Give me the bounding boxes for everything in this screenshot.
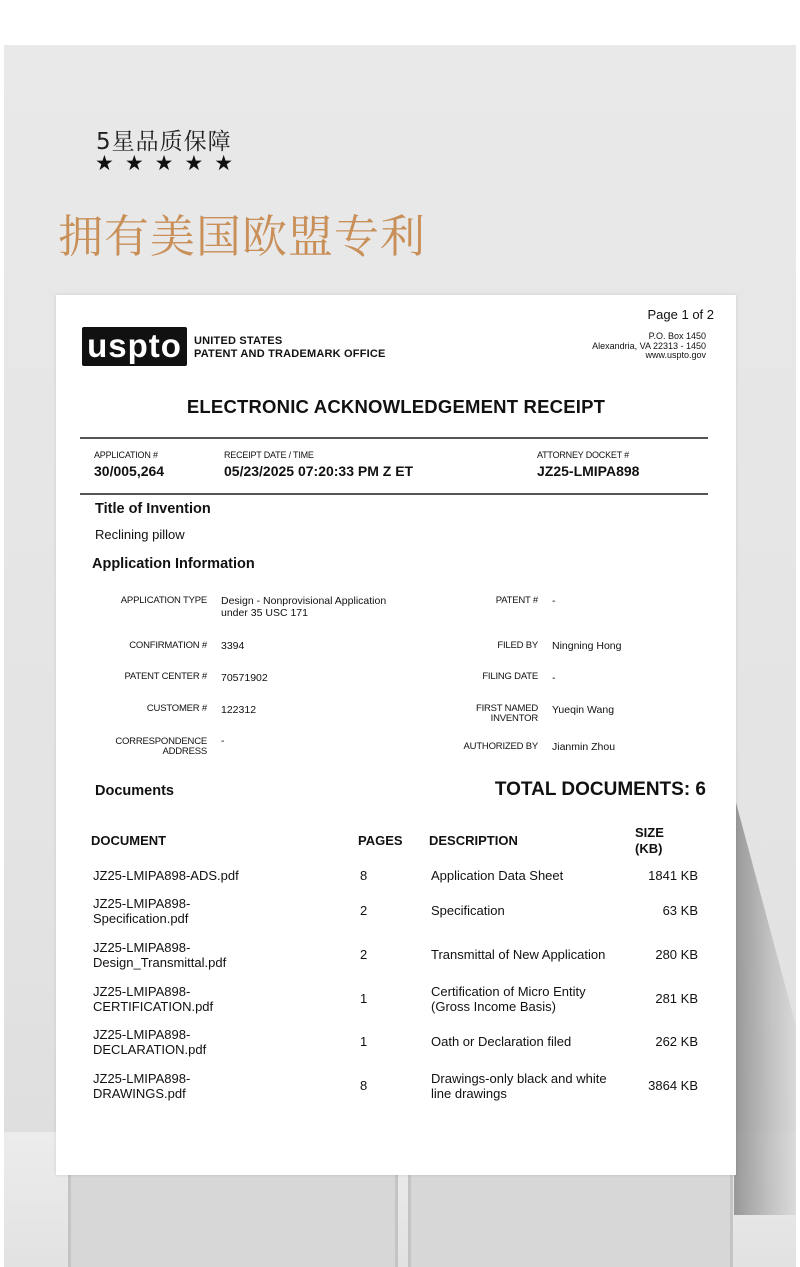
info-label: AUTHORIZED BY bbox=[463, 741, 538, 752]
table-row bbox=[56, 933, 736, 977]
attorney-docket-label: ATTORNEY DOCKET # bbox=[537, 450, 629, 460]
table-row bbox=[56, 889, 736, 933]
info-label: APPLICATION TYPE bbox=[120, 595, 207, 606]
divider bbox=[80, 437, 708, 439]
document-description: Certification of Micro Entity (Gross Income Basis) bbox=[431, 983, 586, 1014]
document-description: Application Data Sheet bbox=[431, 868, 564, 884]
info-value: Yueqin Wang bbox=[552, 704, 615, 716]
receipt-date-value: 05/23/2025 07:20:33 PM Z ET bbox=[224, 463, 414, 479]
document-pages: 1 bbox=[360, 991, 368, 1007]
promo-headline: 拥有美国欧盟专利 bbox=[58, 210, 427, 263]
document-name: JZ25-LMIPA898-ADS.pdf bbox=[93, 868, 239, 884]
info-label: CORRESPONDENCE ADDRESS bbox=[115, 736, 207, 757]
info-label: PATENT # bbox=[495, 595, 538, 606]
document-pages: 8 bbox=[360, 1078, 368, 1094]
address-line-3: www.uspto.gov bbox=[645, 350, 706, 360]
info-value: - bbox=[552, 672, 556, 684]
document-size: 3864 KB bbox=[648, 1078, 698, 1094]
application-number-label: APPLICATION # bbox=[94, 450, 158, 460]
column-header-document: DOCUMENT bbox=[91, 833, 167, 848]
document-description: Specification bbox=[431, 903, 505, 919]
info-label: FILED BY bbox=[497, 640, 538, 651]
product-backdrop bbox=[4, 45, 796, 1267]
divider bbox=[80, 493, 708, 495]
info-value: 70571902 bbox=[221, 672, 268, 684]
receipt-document bbox=[56, 295, 736, 1175]
table-row bbox=[56, 977, 736, 1021]
info-value: 3394 bbox=[221, 640, 245, 652]
document-pages: 2 bbox=[360, 903, 368, 919]
document-size: 63 KB bbox=[662, 903, 698, 919]
info-value: - bbox=[221, 735, 225, 747]
quality-badge: 5星品质保障 bbox=[96, 129, 232, 155]
document-size: 280 KB bbox=[655, 947, 698, 963]
document-name: JZ25-LMIPA898-Specification.pdf bbox=[93, 895, 191, 926]
application-info-heading: Application Information bbox=[92, 556, 255, 572]
info-label: CUSTOMER # bbox=[146, 703, 207, 714]
document-size: 1841 KB bbox=[648, 868, 698, 884]
table-row bbox=[56, 1064, 736, 1108]
document-size: 262 KB bbox=[655, 1034, 698, 1050]
address-line-2: Alexandria, VA 22313 - 1450 bbox=[592, 340, 706, 351]
column-header-size: SIZE (KB) bbox=[635, 825, 664, 856]
total-documents: TOTAL DOCUMENTS: 6 bbox=[494, 779, 706, 800]
document-size: 281 KB bbox=[655, 991, 698, 1007]
receipt-title: ELECTRONIC ACKNOWLEDGEMENT RECEIPT bbox=[186, 396, 606, 417]
document-pages: 8 bbox=[360, 868, 368, 884]
documents-heading: Documents bbox=[95, 783, 174, 799]
document-name: JZ25-LMIPA898-DRAWINGS.pdf bbox=[93, 1070, 191, 1101]
info-label: FIRST NAMED INVENTOR bbox=[475, 703, 538, 724]
invention-heading: Title of Invention bbox=[95, 501, 211, 517]
display-stand-left bbox=[68, 1175, 398, 1267]
document-name: JZ25-LMIPA898-CERTIFICATION.pdf bbox=[93, 983, 214, 1014]
column-header-pages: PAGES bbox=[358, 833, 403, 848]
office-line-2: PATENT AND TRADEMARK OFFICE bbox=[194, 347, 386, 360]
application-number-value: 30/005,264 bbox=[94, 463, 165, 479]
info-label: FILING DATE bbox=[482, 671, 538, 682]
document-name: JZ25-LMIPA898-DECLARATION.pdf bbox=[93, 1026, 207, 1057]
office-address bbox=[592, 332, 706, 361]
table-row bbox=[56, 1020, 736, 1064]
info-value: 122312 bbox=[221, 704, 257, 716]
document-description: Oath or Declaration filed bbox=[431, 1034, 572, 1050]
address-line-1: P.O. Box 1450 bbox=[648, 331, 706, 341]
document-pages: 1 bbox=[360, 1034, 368, 1050]
cast-shadow bbox=[734, 795, 796, 1215]
info-value: Ningning Hong bbox=[552, 640, 622, 652]
page-indicator: Page 1 of 2 bbox=[647, 307, 714, 322]
star-rating-icon: ★★★★★ bbox=[95, 151, 245, 175]
attorney-docket-value: JZ25-LMIPA898 bbox=[537, 463, 640, 479]
document-pages: 2 bbox=[360, 947, 368, 963]
invention-title: Reclining pillow bbox=[95, 527, 185, 542]
info-label: PATENT CENTER # bbox=[124, 671, 207, 682]
office-name bbox=[194, 335, 386, 360]
document-description: Transmittal of New Application bbox=[431, 947, 606, 963]
display-stand-right bbox=[408, 1175, 733, 1267]
office-line-1: UNITED STATES bbox=[194, 335, 283, 347]
info-value: - bbox=[552, 595, 556, 607]
info-label: CONFIRMATION # bbox=[129, 640, 207, 651]
uspto-logo: uspto bbox=[82, 327, 187, 366]
column-header-description: DESCRIPTION bbox=[429, 833, 518, 848]
document-name: JZ25-LMIPA898-Design_Transmittal.pdf bbox=[93, 939, 227, 970]
info-value: Jianmin Zhou bbox=[552, 741, 616, 753]
receipt-date-label: RECEIPT DATE / TIME bbox=[224, 450, 314, 460]
info-value: Design - Nonprovisional Application under 35 USC 171 bbox=[221, 595, 387, 619]
document-description: Drawings-only black and white line drawings bbox=[431, 1070, 607, 1101]
